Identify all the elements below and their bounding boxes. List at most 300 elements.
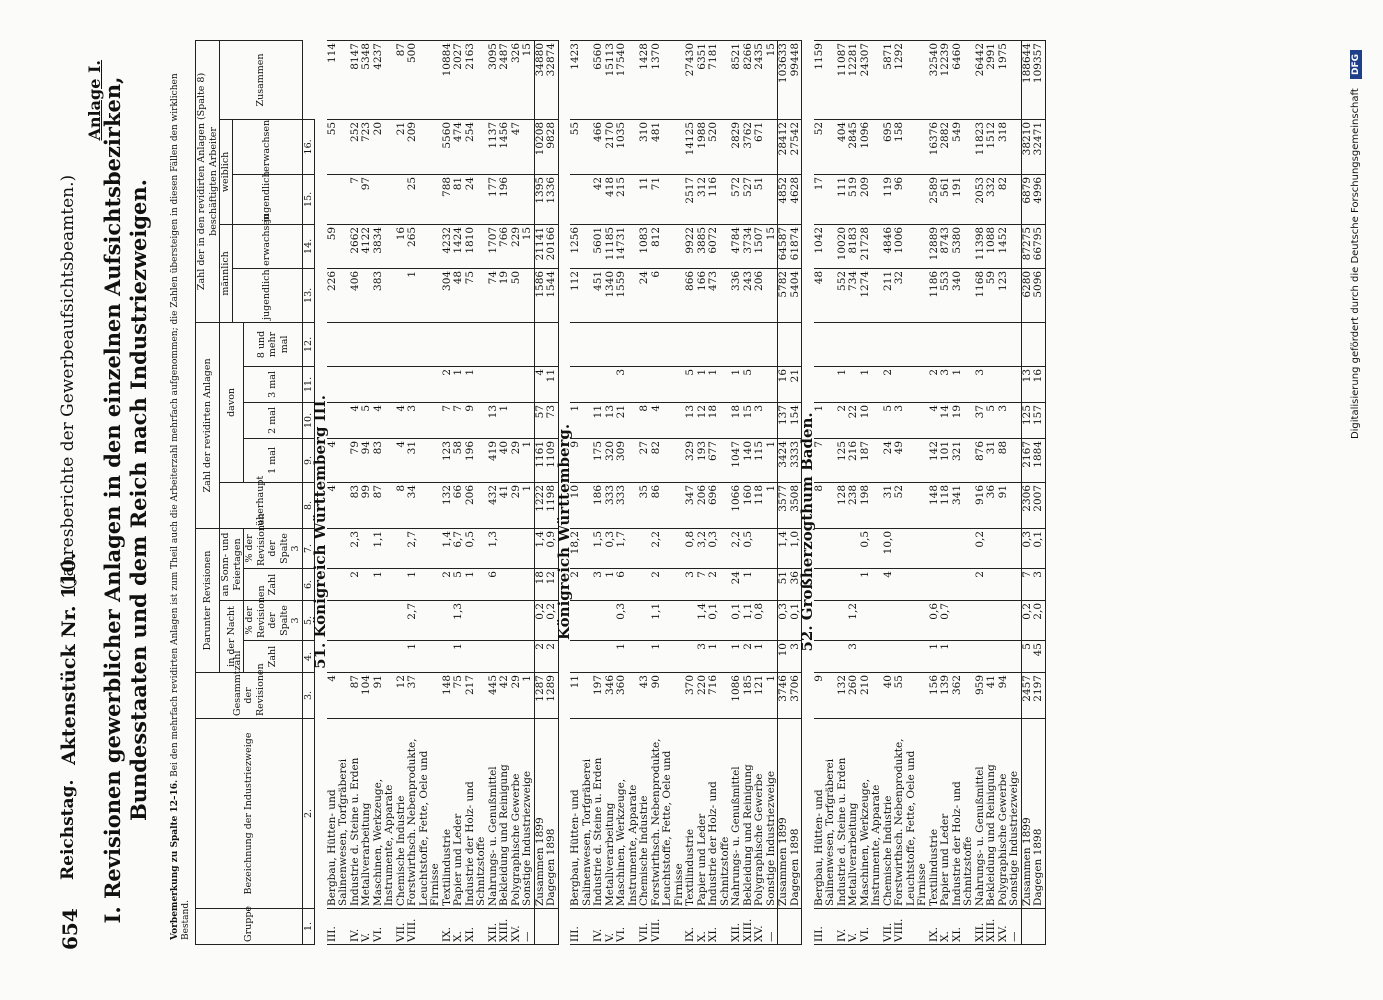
value-cell: 24307 (860, 41, 883, 120)
value-cell (940, 569, 952, 601)
industry-name-cell: Maschinen, Werkzeuge, Instrumente, Apparate (616, 719, 639, 909)
value-cell: 1,1 (651, 601, 686, 641)
value-cell: 3 (1033, 569, 1045, 601)
value-cell: 10208 (534, 119, 546, 174)
value-cell: 215 (616, 174, 639, 224)
value-cell: 42 (499, 673, 511, 719)
industry-name-cell: Bekleidung und Reinigung (743, 719, 755, 909)
value-cell (848, 322, 860, 366)
value-cell: 86 (651, 482, 686, 528)
value-cell: 0,2 (534, 601, 546, 641)
value-cell (522, 119, 534, 174)
value-cell (1009, 41, 1021, 120)
value-cell (754, 366, 766, 402)
value-cell (814, 601, 837, 641)
value-cell (593, 366, 605, 402)
value-cell (396, 322, 408, 366)
value-cell: 2053 (975, 174, 987, 224)
value-cell: 4 (327, 673, 350, 719)
value-cell (373, 641, 396, 673)
value-cell: 260 (848, 673, 860, 719)
value-cell (998, 366, 1010, 402)
value-cell: 1287 (534, 673, 546, 719)
value-cell: 3 (616, 366, 639, 402)
value-cell (593, 601, 605, 641)
value-cell: 243 (743, 268, 755, 322)
value-cell (998, 528, 1010, 568)
industry-name-cell: Textilindustrie (442, 719, 454, 909)
industry-name-cell: Polygraphische Gewerbe (511, 719, 523, 909)
col-sonntag: an Sonn- und Feiertagen (220, 528, 244, 600)
value-cell: 88 (998, 438, 1010, 482)
value-cell: 128 (837, 482, 849, 528)
value-cell: 1161 (534, 438, 546, 482)
value-cell: 111 (837, 174, 849, 224)
table-row (754, 41, 766, 945)
value-cell: 419 (488, 438, 500, 482)
value-cell: 336 (731, 268, 743, 322)
value-cell: 3 (407, 402, 442, 438)
value-cell (1009, 641, 1021, 673)
value-cell (327, 322, 350, 366)
col-weiblich: weiblich (220, 119, 233, 224)
value-cell: 3 (685, 569, 697, 601)
value-cell: 18 (731, 402, 743, 438)
value-cell: 58 (453, 438, 465, 482)
value-cell: 16 (396, 224, 408, 268)
value-cell (883, 641, 895, 673)
value-cell: 3834 (373, 224, 396, 268)
value-cell: 1988 (697, 119, 709, 174)
value-cell: 0,8 (685, 528, 697, 568)
value-cell: 2 (837, 402, 849, 438)
value-cell: 1 (814, 402, 837, 438)
value-cell (998, 641, 1010, 673)
value-cell: 10 (570, 482, 593, 528)
value-cell (488, 322, 500, 366)
value-cell: 2163 (465, 41, 488, 120)
value-cell: 12239 (940, 41, 952, 120)
value-cell (940, 528, 952, 568)
value-cell: 383 (373, 268, 396, 322)
value-cell (754, 322, 766, 366)
value-cell: 15 (522, 41, 534, 120)
value-cell: 73 (546, 402, 558, 438)
value-cell (685, 322, 697, 366)
value-cell: 2517 (685, 174, 697, 224)
value-cell (766, 601, 778, 641)
value-cell: 217 (465, 673, 488, 719)
aktenstueck-label: Aktenstück Nr. 110. (58, 552, 80, 765)
value-cell (940, 322, 952, 366)
value-cell: 8 (814, 482, 837, 528)
value-cell: 553 (940, 268, 952, 322)
value-cell: 209 (860, 174, 883, 224)
table-row (986, 41, 998, 945)
value-cell: 1 (499, 402, 511, 438)
column-number: 9. (302, 438, 315, 482)
value-cell: 1,4 (534, 528, 546, 568)
industry-name-cell: Chemische Industrie (639, 719, 651, 909)
value-cell: 196 (499, 174, 511, 224)
value-cell (373, 174, 396, 224)
value-cell: 4237 (373, 41, 396, 120)
value-cell: 16376 (929, 119, 941, 174)
value-cell: 6072 (708, 224, 731, 268)
column-number: 12. (302, 322, 315, 366)
value-cell: 8521 (731, 41, 743, 120)
value-cell (883, 601, 895, 641)
value-cell: 1 (522, 438, 534, 482)
value-cell: 87 (373, 482, 396, 528)
value-cell: 341 (952, 482, 975, 528)
value-cell: 6,7 (453, 528, 465, 568)
value-cell: 1810 (465, 224, 488, 268)
value-cell: 52 (894, 482, 929, 528)
value-cell: 1586 (534, 268, 546, 322)
value-cell (639, 641, 651, 673)
table-row (327, 41, 350, 945)
value-cell: 304 (442, 268, 454, 322)
value-cell: 87 (396, 41, 408, 120)
table-row (361, 41, 373, 945)
industry-name-cell: Forstwirthsch. Nebenprodukte, Leuchtstoffe, Fette, Oele und Firnisse (651, 719, 686, 909)
value-cell: 32874 (546, 41, 558, 120)
column-number: 7. (302, 528, 315, 568)
value-cell: 2 (534, 641, 546, 673)
industry-name-cell: Sonstige Industriezweige (1009, 719, 1021, 909)
value-cell: 4846 (883, 224, 895, 268)
industry-name-cell: Polygraphische Gewerbe (998, 719, 1010, 909)
column-number: 3. (302, 673, 315, 719)
col-2mal: 2 mal (244, 402, 303, 438)
value-cell: 1 (766, 482, 778, 528)
col-maennlich: männlich (220, 224, 233, 322)
value-cell (766, 119, 778, 174)
value-cell (778, 322, 790, 366)
value-cell (894, 641, 929, 673)
value-cell: 1 (570, 402, 593, 438)
value-cell: 695 (883, 119, 895, 174)
revision-table (195, 40, 1046, 945)
value-cell: 432 (488, 482, 500, 528)
value-cell (639, 528, 651, 568)
value-cell (465, 322, 488, 366)
value-cell: 876 (975, 438, 987, 482)
value-cell: 3 (790, 641, 802, 673)
value-cell: 197 (593, 673, 605, 719)
value-cell: 196 (465, 438, 488, 482)
group-cell: IX. (929, 909, 941, 945)
col-bezeichnung: Bezeichnung der Industriezweige (196, 719, 303, 909)
value-cell: 10 (860, 402, 883, 438)
value-cell: 139 (940, 673, 952, 719)
value-cell: 1035 (616, 119, 639, 174)
value-cell: 1 (860, 569, 883, 601)
group-cell: VI. (860, 909, 883, 945)
col-m-erwachsen: erwachsen (232, 224, 302, 268)
value-cell (766, 366, 778, 402)
value-cell: 0,3 (778, 601, 790, 641)
industry-name-cell: Sonstige Industriezweige (522, 719, 534, 909)
value-cell: 0,8 (754, 601, 766, 641)
value-cell: 209 (407, 119, 442, 174)
value-cell (952, 601, 975, 641)
value-cell: 49 (894, 438, 929, 482)
value-cell: 812 (651, 224, 686, 268)
value-cell: 5 (361, 402, 373, 438)
value-cell (766, 268, 778, 322)
value-cell: 4 (534, 366, 546, 402)
value-cell: 206 (754, 268, 766, 322)
value-cell: 1198 (546, 482, 558, 528)
group-cell: IV. (350, 909, 362, 945)
value-cell: 31 (883, 482, 895, 528)
col-nacht-zahl: Zahl (244, 641, 303, 673)
preliminary-note (170, 60, 192, 940)
value-cell: 13 (685, 402, 697, 438)
value-cell: 121 (754, 673, 766, 719)
value-cell: 32 (894, 268, 929, 322)
value-cell: 4996 (1033, 174, 1045, 224)
value-cell: 75 (453, 673, 465, 719)
industry-name-cell: Industrie d. Steine u. Erden (837, 719, 849, 909)
value-cell: 4 (396, 402, 408, 438)
value-cell (327, 641, 350, 673)
industry-name-cell: Maschinen, Werkzeuge, Instrumente, Apparate (373, 719, 396, 909)
value-cell: 1 (407, 641, 442, 673)
value-cell (465, 601, 488, 641)
value-cell (651, 322, 686, 366)
page-number: 654 (58, 908, 82, 950)
value-cell: 7 (453, 402, 465, 438)
value-cell: 2,2 (731, 528, 743, 568)
value-cell: 0,5 (465, 528, 488, 568)
value-cell: 1137 (488, 119, 500, 174)
value-cell: 35 (639, 482, 651, 528)
group-cell: XV. (511, 909, 523, 945)
value-cell (1009, 174, 1021, 224)
value-cell: 1168 (975, 268, 987, 322)
value-cell (986, 641, 998, 673)
value-cell: 5560 (442, 119, 454, 174)
value-cell: 1,2 (848, 601, 860, 641)
value-cell: 1340 (605, 268, 617, 322)
value-cell: 0,5 (743, 528, 755, 568)
value-cell: 677 (708, 438, 731, 482)
value-cell: 13 (605, 402, 617, 438)
value-cell: 2845 (848, 119, 860, 174)
value-cell: 103633 (778, 41, 790, 120)
total-row (1033, 41, 1045, 945)
table-row (639, 41, 651, 945)
value-cell (860, 322, 883, 366)
value-cell: 28412 (778, 119, 790, 174)
value-cell: 15113 (605, 41, 617, 120)
value-cell: 254 (465, 119, 488, 174)
value-cell: 766 (499, 224, 511, 268)
value-cell: 15 (522, 224, 534, 268)
value-cell (1021, 322, 1033, 366)
value-cell: 21 (616, 402, 639, 438)
col-m-jugendlich: jugendlich (232, 268, 302, 322)
value-cell: 186 (593, 482, 605, 528)
value-cell: 1884 (1033, 438, 1045, 482)
section-heading: 51. Königreich Württemberg III. (311, 395, 329, 669)
value-cell: 29 (511, 482, 523, 528)
group-cell: VII. (883, 909, 895, 945)
value-cell (697, 322, 709, 366)
value-cell: 17 (814, 174, 837, 224)
group-cell: XII. (488, 909, 500, 945)
value-cell: 11185 (605, 224, 617, 268)
value-cell: 226 (327, 268, 350, 322)
value-cell (499, 569, 511, 601)
value-cell: 10 (778, 641, 790, 673)
value-cell: 79 (350, 438, 362, 482)
value-cell: 2435 (754, 41, 766, 120)
value-cell (975, 641, 987, 673)
value-cell: 2 (570, 569, 593, 601)
group-cell: XI. (952, 909, 975, 945)
section-heading-row (315, 41, 327, 945)
table-row (860, 41, 883, 945)
value-cell (952, 322, 975, 366)
value-cell: 1395 (534, 174, 546, 224)
value-cell: 5601 (593, 224, 605, 268)
industry-name-cell: Industrie der Holz- und Schnitzstoffe (708, 719, 731, 909)
value-cell: 175 (593, 438, 605, 482)
value-cell: 3 (894, 402, 929, 438)
value-cell: 0,5 (860, 528, 883, 568)
value-cell (1009, 268, 1021, 322)
value-cell: 3746 (778, 673, 790, 719)
group-cell: V. (605, 909, 617, 945)
group-cell: V. (848, 909, 860, 945)
value-cell (361, 641, 373, 673)
value-cell (986, 569, 998, 601)
column-number: 2. (302, 719, 315, 909)
value-cell: 6 (651, 268, 686, 322)
industry-name-cell: Bergbau, Hütten- und Salinenwesen, Torfgräberei (814, 719, 837, 909)
value-cell: 52 (814, 119, 837, 174)
value-cell: 101 (940, 438, 952, 482)
industry-name-cell: Papier und Leder (453, 719, 465, 909)
table-row (593, 41, 605, 945)
value-cell: 312 (697, 174, 709, 224)
value-cell (522, 174, 534, 224)
value-cell: 2027 (453, 41, 465, 120)
value-cell (499, 366, 511, 402)
value-cell: 360 (616, 673, 639, 719)
value-cell (894, 601, 929, 641)
value-cell: 549 (952, 119, 975, 174)
value-cell (1009, 322, 1021, 366)
value-cell: 116 (708, 174, 731, 224)
value-cell (327, 601, 350, 641)
value-cell: 71 (651, 174, 686, 224)
value-cell (522, 268, 534, 322)
value-cell: 11087 (837, 41, 849, 120)
value-cell: 26442 (975, 41, 987, 120)
group-cell: VII. (639, 909, 651, 945)
value-cell: 4 (396, 438, 408, 482)
value-cell: 1559 (616, 268, 639, 322)
value-cell: 716 (708, 673, 731, 719)
group-cell: III. (814, 909, 837, 945)
section-heading: Königreich Württemberg. (554, 423, 573, 641)
value-cell: 156 (929, 673, 941, 719)
value-cell (1009, 224, 1021, 268)
industry-name-cell: Nahrungs- u. Genußmittel (731, 719, 743, 909)
value-cell: 1 (616, 641, 639, 673)
value-cell: 160 (743, 482, 755, 528)
value-cell: 8743 (940, 224, 952, 268)
value-cell: 132 (837, 673, 849, 719)
column-number: 8. (302, 482, 315, 528)
value-cell (522, 601, 534, 641)
value-cell (952, 641, 975, 673)
industry-name-cell: Maschinen, Werkzeuge, Instrumente, Apparate (860, 719, 883, 909)
value-cell (511, 569, 523, 601)
value-cell (883, 322, 895, 366)
column-number: 14. (302, 224, 315, 268)
note-text: Bei den mehrfach revidirten Anlagen ist zum Theil auch die Arbeiterzahl mehrfach aufgenommen; die Zahlen übersteigen in diesen Fällen den wirklichen Bestand. (170, 73, 191, 940)
value-cell: 2197 (1033, 673, 1045, 719)
group-cell: X. (940, 909, 952, 945)
group-cell: V. (361, 909, 373, 945)
value-cell: 1292 (894, 41, 929, 120)
value-cell (837, 528, 849, 568)
value-cell: 1 (952, 366, 975, 402)
industry-name-cell: Nahrungs- u. Genußmittel (488, 719, 500, 909)
value-cell (814, 366, 837, 402)
value-cell: 3 (697, 641, 709, 673)
value-cell (929, 322, 941, 366)
value-cell (511, 601, 523, 641)
value-cell: 64587 (778, 224, 790, 268)
value-cell: 87 (350, 673, 362, 719)
value-cell: 104 (361, 673, 373, 719)
column-number: 10. (302, 402, 315, 438)
value-cell: 520 (708, 119, 731, 174)
group-cell (534, 909, 546, 945)
value-cell: 474 (453, 119, 465, 174)
value-cell (570, 322, 593, 366)
value-cell (998, 569, 1010, 601)
col-anlagen: Zahl der revidirten Anlagen (196, 322, 220, 528)
col-gesammt: Gesammtzahl der Revisionen (196, 673, 303, 719)
value-cell: 137 (778, 402, 790, 438)
value-cell: 723 (361, 119, 373, 174)
value-cell: 8183 (848, 224, 860, 268)
value-cell: 1 (453, 641, 465, 673)
value-cell: 11 (546, 366, 558, 402)
value-cell (511, 366, 523, 402)
value-cell: 0,2 (975, 528, 987, 568)
value-cell: 187 (860, 438, 883, 482)
col-gruppe: Gruppe (196, 909, 303, 945)
industry-name-cell: Forstwirthsch. Nebenprodukte, Leuchtstoffe, Fette, Oele und Firnisse (407, 719, 442, 909)
value-cell: 115 (754, 438, 766, 482)
table-row (407, 41, 442, 945)
value-cell: 1,4 (697, 601, 709, 641)
value-cell: 32540 (929, 41, 941, 120)
value-cell: 0,3 (605, 528, 617, 568)
value-cell: 1,0 (790, 528, 802, 568)
value-cell: 8 (639, 402, 651, 438)
value-cell: 157 (1033, 402, 1045, 438)
